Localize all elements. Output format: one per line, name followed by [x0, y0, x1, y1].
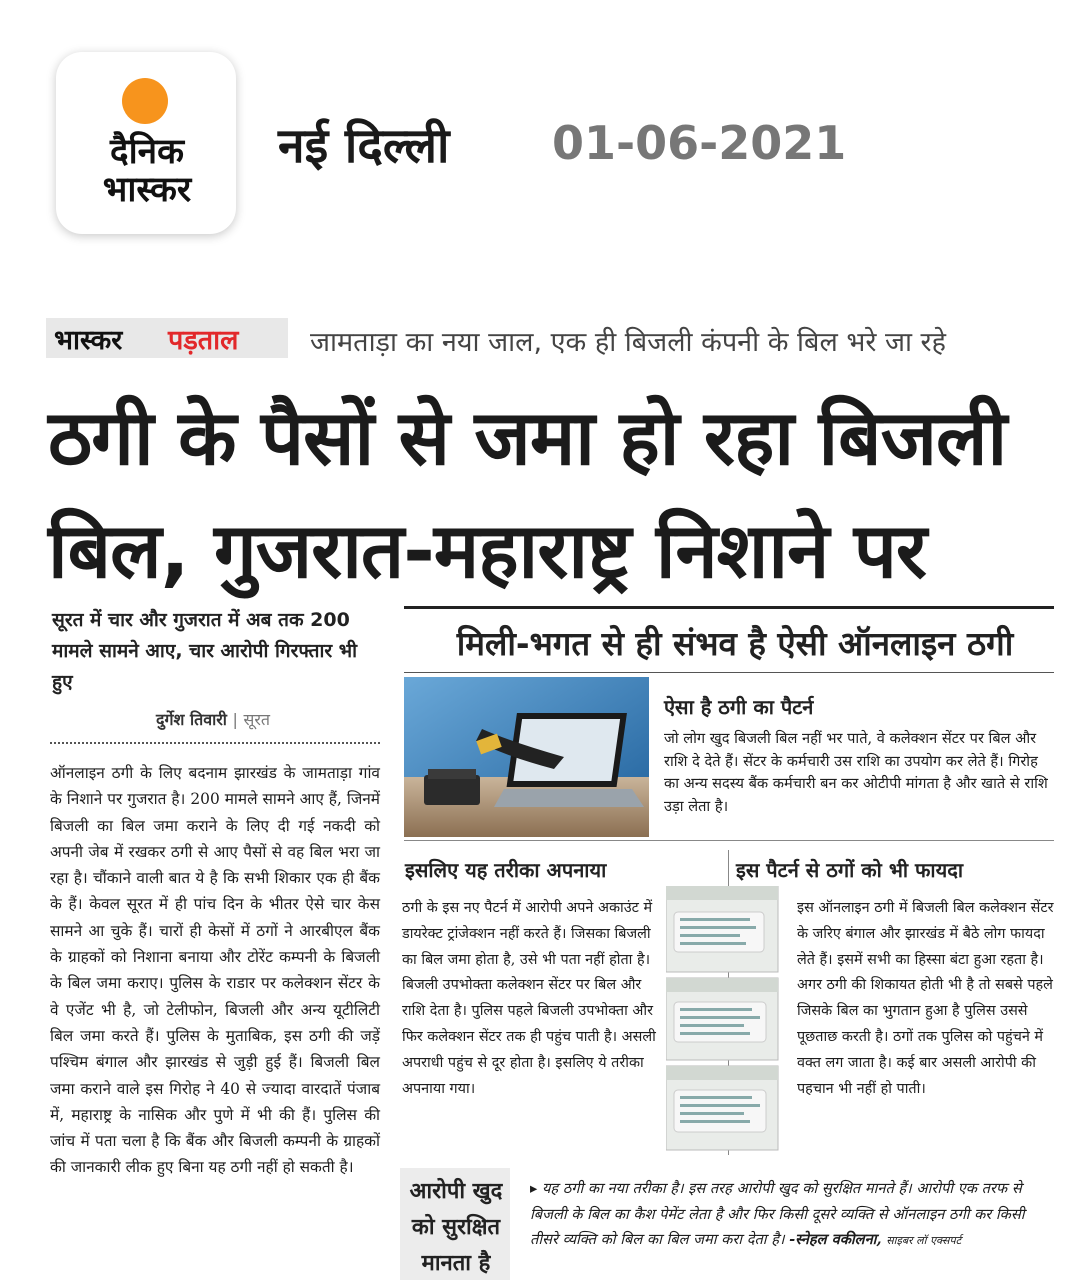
byline — [156, 708, 270, 730]
byline-place: सूरत — [243, 710, 270, 729]
article-body: ऑनलाइन ठगी के लिए बदनाम झारखंड के जामताड़ा गांव के निशाने पर गुजरात है। 200 मामले सामने आए हैं, जिनमें बिजली का बिल जमा कराने के लिए दी गई नकदी को अपनी जेब में रखकर ठगी से आए पैसों से वह बिल भरा जा रहा है। चौंकाने वाली बात ये है कि सभी शिकार एक ही बैंक के हैं। केवल सूरत में ही पांच दिन के भीतर ऐसे चार केस सामने आ चुके हैं। चारों ही केसों में ठगों ने आरबीएल बैंक के ग्राहकों को निशाना बनाया और टोरेंट कम्पनी के बिजली के बिल जमा कराए। पुलिस के राडार पर कलेक्शन सेंटर के वे एजेंट भी है, जो टेलीफोन, बिजली और अन्य यूटीलिटी बिल जमा करते हैं। पुलिस के मुताबिक, इस ठगी की जड़ें पश्चिम बंगाल और झारखंड से जुड़ी हुई हैं। बिजली बिल जमा कराने वाले इस गिरोह ने 40 से ज्यादा वारदातें पंजाब में, महाराष्ट्र के नासिक और पुणे में भी की हैं। पुलिस की जांच में पता चला है कि बैंक और बिजली कम्पनी के ग्राहकों की जानकारी लीक हुए बिना यह ठगी नहीं हो सकती है। — [50, 764, 380, 1177]
kicker-text: जामताड़ा का नया जाल, एक ही बिजली कंपनी के बिल भरे जा रहे — [310, 327, 946, 358]
section-top-rule — [404, 606, 1054, 609]
edition-city: नई दिल्ली — [278, 118, 450, 174]
subhead-rule — [404, 672, 1054, 673]
edition-date: 01-06-2021 — [552, 116, 847, 170]
quote-author: -स्नेहल वकीलना, — [789, 1231, 882, 1248]
laptop-hand-card-illustration — [404, 677, 649, 837]
headline-line-2: बिल, गुजरात-महाराष्ट्र निशाने पर — [48, 506, 926, 595]
pattern-text: जो लोग खुद बिजली बिल नहीं भर पाते, वे कलेक्शन सेंटर पर बिल और राशि दे देते हैं। सेंटर के कर्मचारी उस राशि का उपयोग कर लेते हैं। गिरोह का अन्य सदस्य बैंक कर्मचारी बन कर ओटीपी मांगता है और खाते से राशि उड़ा लेता है। — [664, 730, 1048, 816]
fraud-illustration-photo — [404, 677, 649, 837]
benefit-title: इस पैटर्न से ठगों को भी फायदा — [736, 858, 964, 882]
strap-label: पड़ताल — [168, 325, 239, 356]
byline-name: दुर्गेश तिवारी — [156, 710, 227, 729]
quote-triangle-icon: ▸ — [530, 1180, 538, 1197]
why-text: ठगी के इस नए पैटर्न में आरोपी अपने अकाउंट में डायरेक्ट ट्रांजेक्शन नहीं करते हैं। जिसका बिजली का बिल जमा होता है, उसे भी पता नहीं होता है। बिजली उपभोक्ता कलेक्शन सेंटर पर बिल और राशि देता है। पुलिस पहले बिजली उपभोक्ता और फिर कलेक्शन सेंटर तक ही पहुंच पाती है। असली अपराधी पहुंच से दूर होता है। इसलिए ये तरीका अपनाया गया। — [402, 900, 656, 1097]
logo-sun-icon — [122, 78, 168, 124]
byline-separator: | — [232, 710, 238, 729]
quote-head: आरोपी खुद को सुरक्षित मानता है — [409, 1179, 503, 1276]
deck-text: सूरत में चार और गुजरात में अब तक 200 मामले सामने आए, चार आरोपी गिरफ्तार भी हुए — [52, 609, 358, 693]
sms-message-screenshots — [666, 886, 786, 1152]
why-title: इसलिए यह तरीका अपनाया — [405, 858, 607, 882]
pattern-title: ऐसा है ठगी का पैटर्न — [664, 695, 814, 719]
strap-brand: भास्कर — [54, 325, 123, 356]
sms-screenshots — [666, 886, 786, 1152]
dotted-divider — [50, 742, 380, 744]
expert-quote — [530, 1176, 1050, 1254]
headline-line-1: ठगी के पैसों से जमा हो रहा बिजली — [48, 393, 1007, 482]
quote-role: साइबर लॉ एक्सपर्ट — [886, 1234, 962, 1247]
mid-rule — [404, 840, 1054, 841]
benefit-text: इस ऑनलाइन ठगी में बिजली बिल कलेक्शन सेंटर के जरिए बंगाल और झारखंड में बैठे लोग फायदा लेते हैं। इसमें सभी का हिस्सा बंटा हुआ रहता है। अगर ठगी की शिकायत होती भी है तो सबसे पहले जिसके बिल का भुगतान हुआ है पुलिस उससे पूछताछ करती है। ठगों तक पुलिस को पहुंचने में वक्त लग जाता है। कई बार असली आरोपी की पहचान भी नहीं हो पाती। — [797, 900, 1054, 1097]
quote-text: यह ठगी का नया तरीका है। इस तरह आरोपी खुद को सुरक्षित मानते हैं। आरोपी एक तरफ से बिजली के बिल का कैश पेमेंट लेता है और फिर किसी दूसरे व्यक्ति से ऑनलाइन ठगी कर किसी तीसरे व्यक्ति को बिल का बिल जमा करा देता है। — [530, 1180, 1025, 1248]
logo-text-line1: दैनिक — [110, 132, 184, 172]
sidebar-subhead: मिली-भगत से ही संभव है ऐसी ऑनलाइन ठगी — [456, 624, 1014, 663]
logo-text-line2: भास्कर — [102, 170, 192, 210]
dainik-bhaskar-logo — [56, 52, 236, 234]
